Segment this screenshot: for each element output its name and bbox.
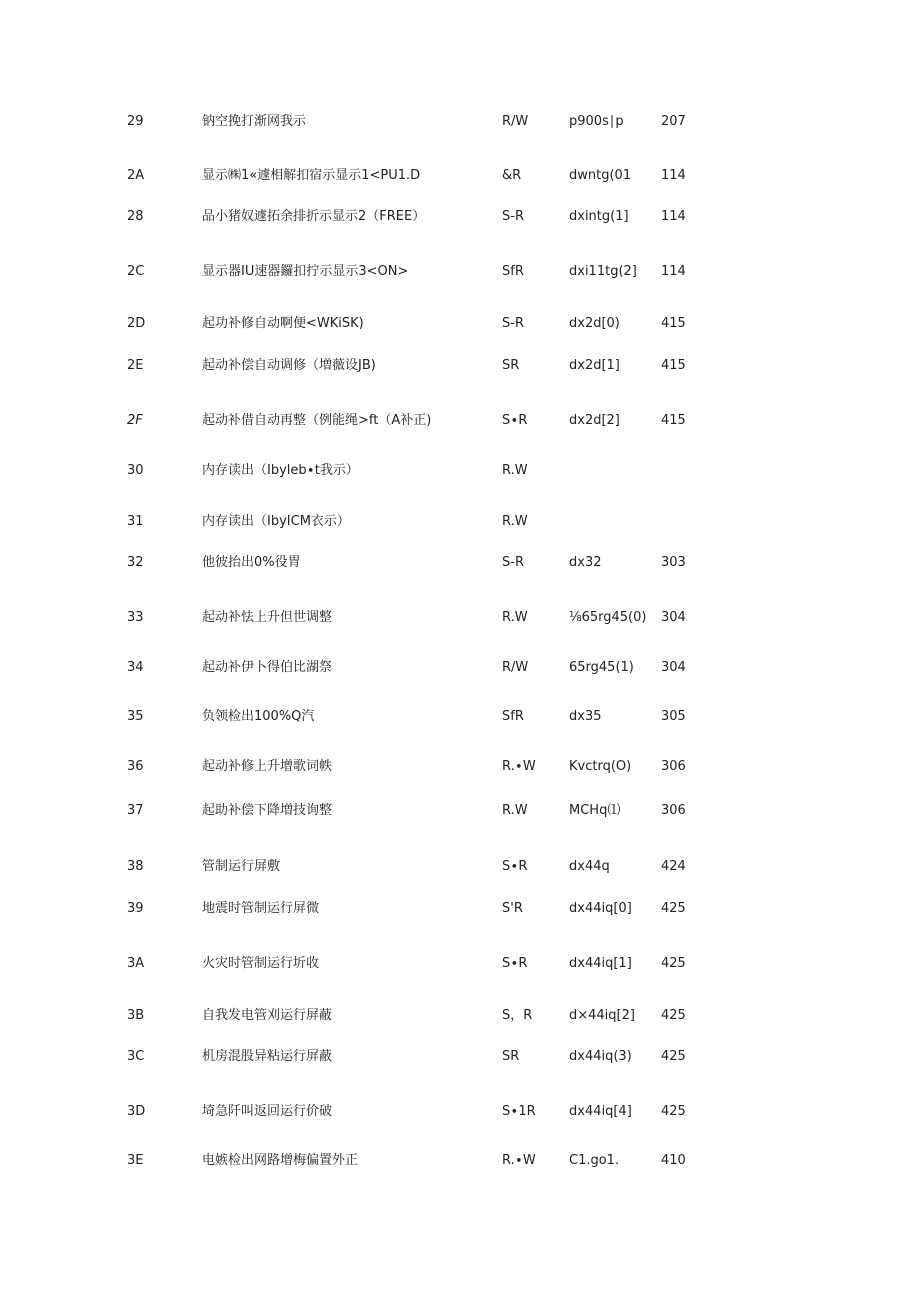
table-row (0, 656, 920, 680)
param-name: 起动补怯上升但世调整 (202, 610, 333, 625)
param-code: 33 (127, 610, 144, 625)
param-code: 38 (127, 859, 144, 874)
param-access: S∙R (502, 859, 528, 874)
param-variable: dx44iq[4] (569, 1104, 632, 1119)
param-name: 自我发电管刈运行屏蔽 (202, 1008, 333, 1023)
param-code: 37 (127, 803, 144, 818)
param-variable: 65rg45(1) (569, 660, 634, 675)
param-number: 207 (661, 114, 686, 129)
table-row (0, 354, 920, 378)
param-name: 内存读出（IbyICM衣示） (202, 514, 350, 529)
param-code: 39 (127, 901, 144, 916)
param-access: &R (502, 168, 522, 183)
param-name: 起动补偿自动调修（増薇设JB) (202, 358, 376, 373)
table-row (0, 755, 920, 779)
param-access: S∙R (502, 413, 528, 428)
param-variable: p900s∣p (569, 114, 624, 129)
table-row (0, 510, 920, 534)
param-access: R.W (502, 803, 528, 818)
param-code: 29 (127, 114, 144, 129)
param-number: 415 (661, 358, 686, 373)
param-access: S-R (502, 555, 524, 570)
table-row (0, 1149, 920, 1173)
table-row (0, 260, 920, 284)
table-row (0, 952, 920, 976)
param-access: SR (502, 358, 520, 373)
param-code: 2F (127, 413, 143, 428)
table-row (0, 799, 920, 823)
param-number: 304 (661, 660, 686, 675)
param-code: 35 (127, 709, 144, 724)
table-row (0, 1100, 920, 1124)
param-name: 起功补修自动啊便<WKiSK) (202, 316, 364, 331)
param-number: 410 (661, 1153, 686, 1168)
param-number: 425 (661, 1104, 686, 1119)
param-code: 31 (127, 514, 144, 529)
table-row (0, 110, 920, 134)
param-access: R.∙W (502, 1153, 536, 1168)
param-number: 425 (661, 1008, 686, 1023)
param-name: 埼急阡叫返回运行价破 (202, 1104, 333, 1119)
param-name: 他彼抬出0%役胃 (202, 555, 301, 570)
param-variable: dx32 (569, 555, 602, 570)
param-name: 机房混股异粘运行屏蔽 (202, 1049, 333, 1064)
param-variable: Kvctrq(O) (569, 759, 632, 774)
table-row (0, 606, 920, 630)
param-number: 306 (661, 803, 686, 818)
param-variable: dx44q (569, 859, 610, 874)
param-name: 起动补借自动再整（例能绳>ft（A补正) (202, 413, 432, 428)
param-name: 地震时管制运行屏微 (202, 901, 320, 916)
param-access: S-R (502, 316, 524, 331)
param-number: 114 (661, 168, 686, 183)
param-variable: dx2d[0) (569, 316, 620, 331)
param-code: 28 (127, 209, 144, 224)
param-variable: dx44iq[1] (569, 956, 632, 971)
table-row (0, 205, 920, 229)
table-row (0, 551, 920, 575)
param-variable: dx44iq(3) (569, 1049, 632, 1064)
param-access: R.W (502, 514, 528, 529)
table-row (0, 855, 920, 879)
param-access: R.W (502, 610, 528, 625)
param-access: S∙R (502, 956, 528, 971)
param-variable: MCHq⑴ (569, 803, 621, 818)
param-access: S-R (502, 209, 524, 224)
param-code: 2C (127, 264, 145, 279)
param-code: 32 (127, 555, 144, 570)
param-name: 品小猪奴遽拓余排折示显示2（FREE） (202, 209, 426, 224)
param-name: 电嫉检出网路增梅偏置外正 (202, 1153, 359, 1168)
param-access: R.W (502, 463, 528, 478)
param-code: 3D (127, 1104, 146, 1119)
param-number: 305 (661, 709, 686, 724)
param-variable: dxintg(1] (569, 209, 629, 224)
param-name: 负领检出100%Q汽 (202, 709, 315, 724)
param-name: 火灾时管制运行圻收 (202, 956, 320, 971)
param-code: 2D (127, 316, 146, 331)
param-code: 36 (127, 759, 144, 774)
param-access: S∙1R (502, 1104, 536, 1119)
param-number: 303 (661, 555, 686, 570)
table-row (0, 409, 920, 433)
param-name: 起动补伊卜得伯比湖祭 (202, 660, 333, 675)
param-name: 内存读出（Ibyleb∙t我示） (202, 463, 359, 478)
param-code: 34 (127, 660, 144, 675)
table-row (0, 897, 920, 921)
table-row (0, 459, 920, 483)
param-variable: dx2d[1] (569, 358, 620, 373)
param-code: 3C (127, 1049, 145, 1064)
param-number: 306 (661, 759, 686, 774)
param-access: R/W (502, 114, 529, 129)
param-number: 114 (661, 264, 686, 279)
param-variable: ⅛65rg45(0) (569, 610, 647, 625)
param-number: 304 (661, 610, 686, 625)
param-name: 显示器IU速器鑼扣拧示显示3<ON> (202, 264, 409, 279)
param-access: R.∙W (502, 759, 536, 774)
param-access: SfR (502, 709, 524, 724)
param-number: 424 (661, 859, 686, 874)
param-number: 415 (661, 316, 686, 331)
param-name: 钠空挽打渐网我示 (202, 114, 307, 129)
param-variable: dx44iq[0] (569, 901, 632, 916)
param-variable: dwntg(01 (569, 168, 632, 183)
param-code: 2E (127, 358, 144, 373)
table-row (0, 312, 920, 336)
param-access: S'R (502, 901, 523, 916)
param-code: 30 (127, 463, 144, 478)
param-number: 425 (661, 956, 686, 971)
param-name: 起助补偿下降増技询整 (202, 803, 333, 818)
param-code: 3A (127, 956, 145, 971)
param-access: SR (502, 1049, 520, 1064)
param-name: 管制运行屏敷 (202, 859, 281, 874)
param-access: R/W (502, 660, 529, 675)
param-number: 415 (661, 413, 686, 428)
param-access: S，R (502, 1008, 533, 1023)
param-variable: C1.go1. (569, 1153, 620, 1168)
table-row (0, 705, 920, 729)
table-row (0, 1004, 920, 1028)
param-access: SfR (502, 264, 524, 279)
param-code: 3E (127, 1153, 144, 1168)
param-name: 起动补修上升增歌词帙 (202, 759, 333, 774)
param-number: 114 (661, 209, 686, 224)
table-row (0, 1045, 920, 1069)
param-variable: d×44iq[2] (569, 1008, 635, 1023)
param-variable: dx2d[2] (569, 413, 620, 428)
param-variable: dx35 (569, 709, 602, 724)
param-variable: dxi11tg(2] (569, 264, 637, 279)
param-name: 显示㈱1«遽相解扣宿示显示1<PU1.D (202, 168, 421, 183)
table-row (0, 164, 920, 188)
param-number: 425 (661, 1049, 686, 1064)
param-number: 425 (661, 901, 686, 916)
param-code: 3B (127, 1008, 145, 1023)
param-code: 2A (127, 168, 145, 183)
